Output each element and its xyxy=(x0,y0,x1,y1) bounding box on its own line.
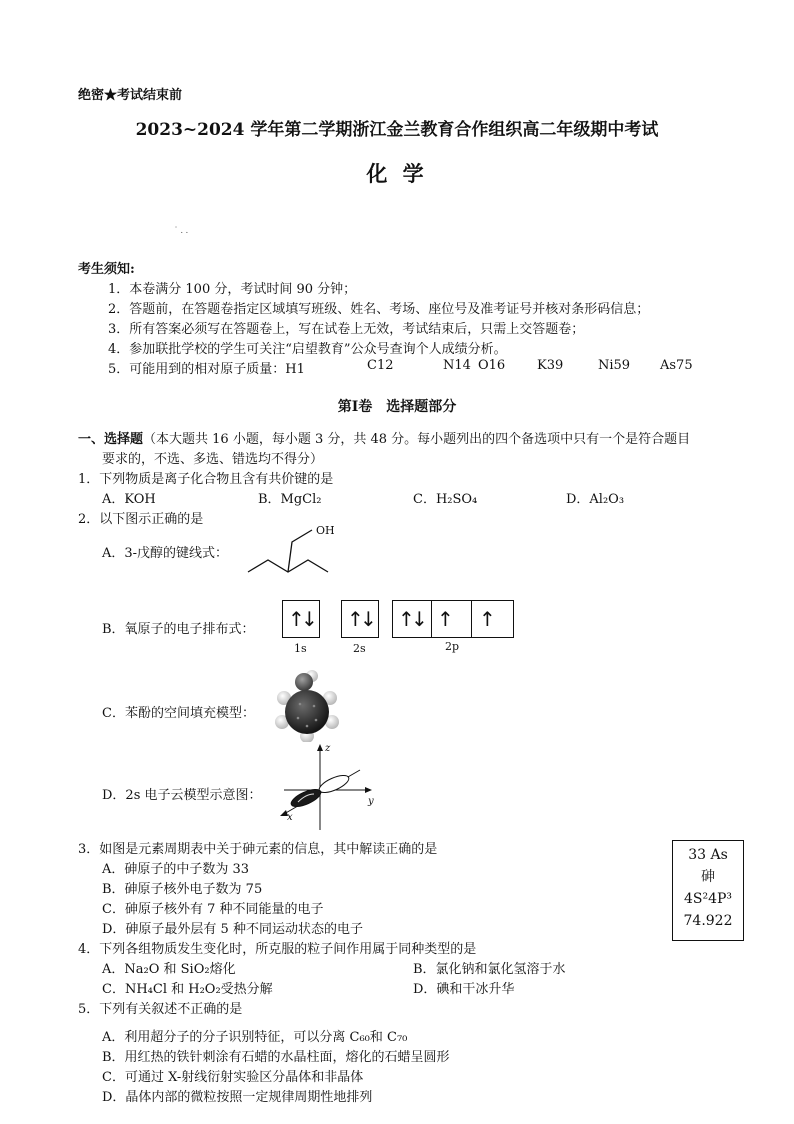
notice-item: 3．所有答案必须写在答题卷上，写在试卷上无效，考试结束后，只需上交答题卷； xyxy=(108,322,585,337)
axis-x-label: x xyxy=(287,812,293,823)
q2-option-d: D．2s 电子云模型示意图： xyxy=(102,788,262,803)
q2-option-c: C．苯酚的空间填充模型： xyxy=(102,706,255,721)
mass-item: As75 xyxy=(660,358,693,373)
part-title: 第Ⅰ卷 选择题部分 xyxy=(337,399,457,415)
orbital-1s xyxy=(282,600,320,638)
q1-stem: 1．下列物质是离子化合物且含有共价键的是 xyxy=(78,472,334,487)
label-2s: 2s xyxy=(353,642,366,655)
section-text-cont: 要求的，不选、多选、错选均不得分） xyxy=(102,452,324,467)
spin-up-arrow: ↑ xyxy=(347,607,364,631)
q1-option-c: C．H₂SO₄ xyxy=(413,492,478,507)
notice-item: 1．本卷满分 100 分，考试时间 90 分钟； xyxy=(108,282,357,297)
q5-option-c: C．可通过 X-射线衍射实验区分晶体和非晶体 xyxy=(102,1070,364,1085)
spin-up-arrow: ↑ xyxy=(288,607,305,631)
q5-option-b: B．用红热的铁针刺涂有石蜡的水晶柱面，熔化的石蜡呈圆形 xyxy=(102,1050,450,1065)
label-1s: 1s xyxy=(294,642,307,655)
q4-stem: 4．下列各组物质发生变化时，所克服的粒子间作用属于同种类型的是 xyxy=(78,942,477,957)
q1-option-d: D．Al₂O₃ xyxy=(566,492,625,507)
phenol-space-filling-model xyxy=(272,670,342,742)
q3-option-c: C．砷原子核外有 7 种不同能量的电子 xyxy=(102,902,324,917)
mass-item: N14 xyxy=(443,358,471,373)
notice-heading: 考生须知: xyxy=(78,262,135,277)
orbital-2p xyxy=(392,600,514,638)
orbital-2s xyxy=(341,600,379,638)
q4-option-a: A．Na₂O 和 SiO₂熔化 xyxy=(102,962,236,977)
q5-option-a: A．利用超分子的分子识别特征，可以分离 C₆₀和 C₇₀ xyxy=(102,1030,408,1045)
spin-up-arrow: ↑ xyxy=(479,607,496,631)
q1-option-a: A．KOH xyxy=(102,492,156,507)
element-name: 砷 xyxy=(701,869,715,885)
subject-title: 化 学 xyxy=(366,161,428,186)
q4-option-c: C．NH₄Cl 和 H₂O₂受热分解 xyxy=(102,982,273,997)
label-2p: 2p xyxy=(445,640,460,653)
q1-option-b: B．MgCl₂ xyxy=(258,492,322,507)
q3-option-d: D．砷原子最外层有 5 种不同运动状态的电子 xyxy=(102,922,363,937)
element-number-symbol: 33 As xyxy=(688,847,728,863)
masses-label: 5．可能用到的相对原子质量：H1 xyxy=(108,362,305,377)
confidential-label: 绝密★考试结束前 xyxy=(78,88,183,103)
orbital-divider xyxy=(431,601,432,637)
section-label: 一、选择题 xyxy=(78,432,144,447)
mass-item: C12 xyxy=(367,358,394,373)
spin-down-arrow: ↓ xyxy=(360,607,377,631)
mass-item: K39 xyxy=(537,358,564,373)
mass-item: O16 xyxy=(478,358,506,373)
element-card-arsenic xyxy=(672,840,744,941)
q2-option-b: B．氧原子的电子排布式： xyxy=(102,622,255,637)
q4-option-b: B．氯化钠和氯化氢溶于水 xyxy=(413,962,566,977)
q5-option-d: D．晶体内部的微粒按照一定规律周期性地排列 xyxy=(102,1090,373,1105)
axis-z-label: z xyxy=(325,743,331,754)
spin-up-arrow: ↑ xyxy=(398,607,415,631)
orbital-divider xyxy=(471,601,472,637)
q3-stem: 3．如图是元素周期表中关于砷元素的信息，其中解读正确的是 xyxy=(78,842,438,857)
element-mass: 74.922 xyxy=(683,913,733,929)
axis-y-label: y xyxy=(368,796,374,807)
exam-title: 2023~2024 学年第二学期浙江金兰教育合作组织高二年级期中考试 xyxy=(135,120,659,140)
notice-item: 2．答题前，在答题卷指定区域填写班级、姓名、考场、座位号及准考证号并核对条形码信息； xyxy=(108,302,650,317)
pentanol-skeletal-formula xyxy=(240,520,360,580)
section-text: （本大题共 16 小题，每小题 3 分，共 48 分。每小题列出的四个备选项中只有一个是符合题目 xyxy=(143,432,691,447)
q3-option-b: B．砷原子核外电子数为 75 xyxy=(102,882,263,897)
q2-option-a: A．3-戊醇的键线式： xyxy=(102,546,229,561)
spin-up-arrow: ↑ xyxy=(437,607,454,631)
oh-label: OH xyxy=(316,524,335,537)
q3-option-a: A．砷原子的中子数为 33 xyxy=(102,862,250,877)
spin-down-arrow: ↓ xyxy=(411,607,428,631)
notice-item: 4．参加联批学校的学生可关注“启望教育”公众号查询个人成绩分析。 xyxy=(108,342,507,357)
element-config: 4S²4P³ xyxy=(683,891,733,907)
scan-specks: ˙ . . xyxy=(174,226,189,235)
q5-stem: 5．下列有关叙述不正确的是 xyxy=(78,1002,243,1017)
q4-option-d: D．碘和干冰升华 xyxy=(413,982,515,997)
spin-down-arrow: ↓ xyxy=(301,607,318,631)
notice-atomic-masses xyxy=(108,358,305,377)
mass-item: Ni59 xyxy=(598,358,631,373)
q2-stem: 2．以下图示正确的是 xyxy=(78,512,204,527)
section-header xyxy=(78,428,690,447)
